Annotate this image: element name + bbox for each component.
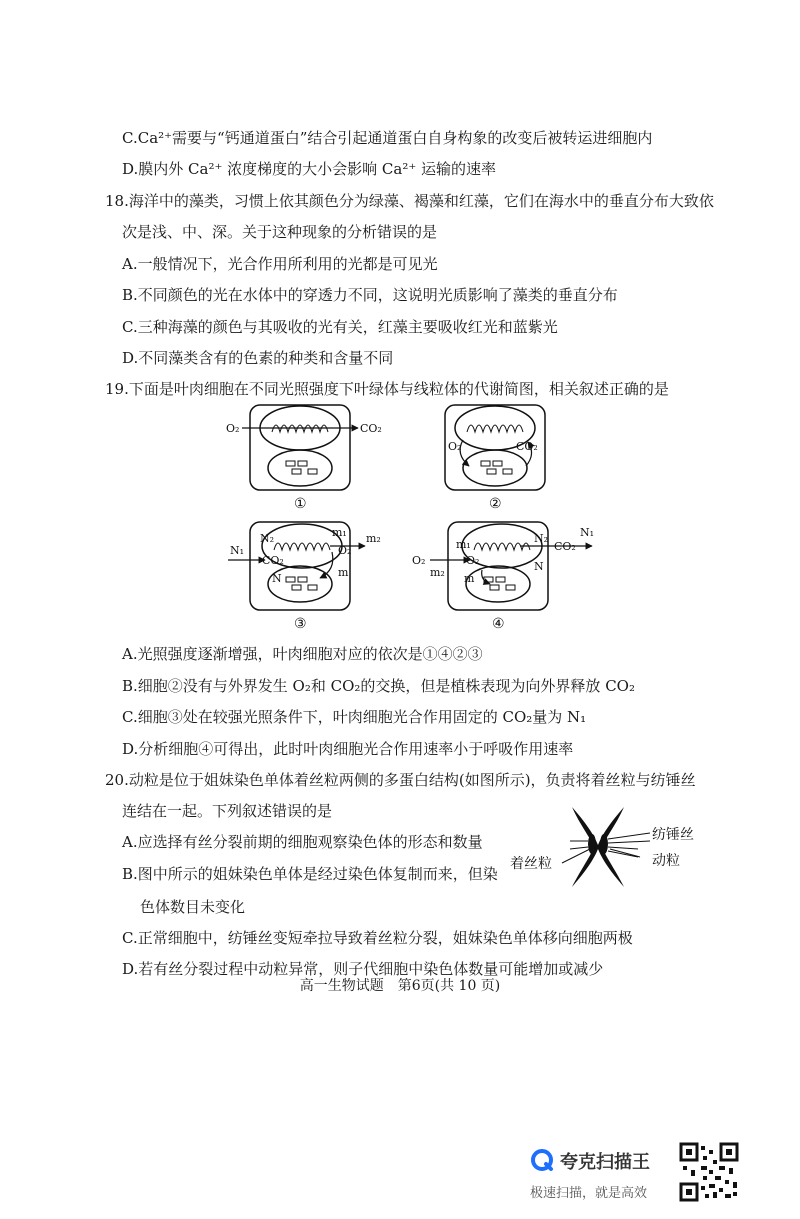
svg-text:m: m — [338, 566, 349, 579]
q17-option-d: D.膜内外 Ca²⁺ 浓度梯度的大小会影响 Ca²⁺ 运输的速率 — [122, 160, 497, 178]
scanner-logo-icon — [530, 1148, 554, 1172]
svg-text:CO₂: CO₂ — [516, 440, 538, 453]
kinetochore-label: 动粒 — [652, 853, 680, 869]
q20-option-d: D.若有丝分裂过程中动粒异常，则子代细胞中染色体数量可能增加或减少 — [122, 960, 604, 978]
svg-text:CO₂: CO₂ — [360, 422, 382, 435]
svg-text:②: ② — [489, 496, 502, 512]
svg-text:O₂: O₂ — [448, 440, 462, 453]
svg-text:O₂: O₂ — [226, 422, 240, 435]
q20-stem-line1: 20.动粒是位于姐妹染色单体着丝粒两侧的多蛋白结构(如图所示)，负责将着丝粒与纺锤丝 — [105, 771, 696, 789]
q19-option-d: D.分析细胞④可得出，此时叶肉细胞光合作用速率小于呼吸作用速率 — [122, 740, 574, 758]
svg-text:O₂: O₂ — [466, 554, 480, 567]
svg-text:N: N — [534, 560, 544, 573]
svg-text:N₂: N₂ — [260, 532, 275, 545]
svg-text:m₂: m₂ — [430, 566, 445, 579]
q20-option-c: C.正常细胞中，纺锤丝变短牵拉导致着丝粒分裂，姐妹染色单体移向细胞两极 — [122, 929, 633, 947]
svg-text:N₁: N₁ — [230, 544, 245, 557]
q18-option-c: C.三种海藻的颜色与其吸收的光有关，红藻主要吸收红光和蓝紫光 — [122, 318, 558, 336]
svg-text:N: N — [272, 572, 282, 585]
q18-option-a: A.一般情况下，光合作用所利用的光都是可见光 — [122, 255, 438, 273]
svg-text:m₁: m₁ — [332, 526, 347, 539]
svg-text:O₂: O₂ — [412, 554, 426, 567]
q19-stem: 19.下面是叶肉细胞在不同光照强度下叶绿体与线粒体的代谢简图，相关叙述正确的是 — [105, 380, 669, 398]
svg-text:CO₂: CO₂ — [554, 540, 576, 553]
qr-code-icon — [679, 1142, 739, 1202]
q19-option-b: B.细胞②没有与外界发生 O₂和 CO₂的交换，但是植株表现为向外界释放 CO₂ — [122, 677, 635, 695]
svg-text:N₁: N₁ — [580, 526, 595, 539]
q18-option-d: D.不同藻类含有的色素的种类和含量不同 — [122, 349, 394, 367]
q20-option-b-line2: 色体数目未变化 — [140, 898, 246, 916]
q17-option-c: C.Ca²⁺需要与“钙通道蛋白”结合引起通道蛋白自身构象的改变后被转运进细胞内 — [122, 129, 653, 147]
svg-text:③: ③ — [294, 616, 307, 632]
svg-text:①: ① — [294, 496, 307, 512]
q20-option-b-line1: B.图中所示的姐妹染色单体是经过染色体复制而来，但染 — [122, 865, 498, 883]
svg-text:m₂: m₂ — [366, 532, 381, 545]
q19-cell-4 — [412, 522, 594, 632]
q20-stem-line2: 连结在一起。下列叙述错误的是 — [122, 802, 333, 820]
q19-cell-3 — [228, 522, 381, 632]
svg-text:N₂: N₂ — [534, 532, 549, 545]
q20-chromosome-diagram — [510, 805, 710, 890]
q20-option-a: A.应选择有丝分裂前期的细胞观察染色体的形态和数量 — [122, 833, 483, 851]
q18-option-b: B.不同颜色的光在水体中的穿透力不同，这说明光质影响了藻类的垂直分布 — [122, 286, 618, 304]
q19-cell-2 — [445, 405, 545, 512]
q19-cell-1 — [226, 405, 382, 512]
page-footer: 高一生物试题 第6页(共 10 页) — [299, 978, 501, 994]
q19-option-a: A.光照强度逐渐增强，叶肉细胞对应的依次是①④②③ — [122, 645, 483, 663]
scanner-slogan: 极速扫描，就是高效 — [530, 1186, 648, 1201]
svg-text:m: m — [464, 572, 475, 585]
spindle-label: 纺锤丝 — [652, 827, 694, 843]
q18-stem-line1: 18.海洋中的藻类，习惯上依其颜色分为绿藻、褐藻和红藻，它们在海水中的垂直分布大致依 — [105, 192, 714, 210]
q19-option-c: C.细胞③处在较强光照条件下，叶肉细胞光合作用固定的 CO₂量为 N₁ — [122, 708, 587, 726]
q19-cell-diagram — [220, 400, 600, 635]
centromere-label: 着丝粒 — [510, 856, 552, 872]
svg-text:CO₂: CO₂ — [262, 554, 284, 567]
svg-text:O₂: O₂ — [338, 544, 352, 557]
svg-text:m₁: m₁ — [456, 538, 471, 551]
scanner-name: 夸克扫描王 — [560, 1152, 650, 1173]
svg-text:④: ④ — [492, 616, 505, 632]
q18-stem-line2: 次是浅、中、深。关于这种现象的分析错误的是 — [122, 223, 438, 241]
